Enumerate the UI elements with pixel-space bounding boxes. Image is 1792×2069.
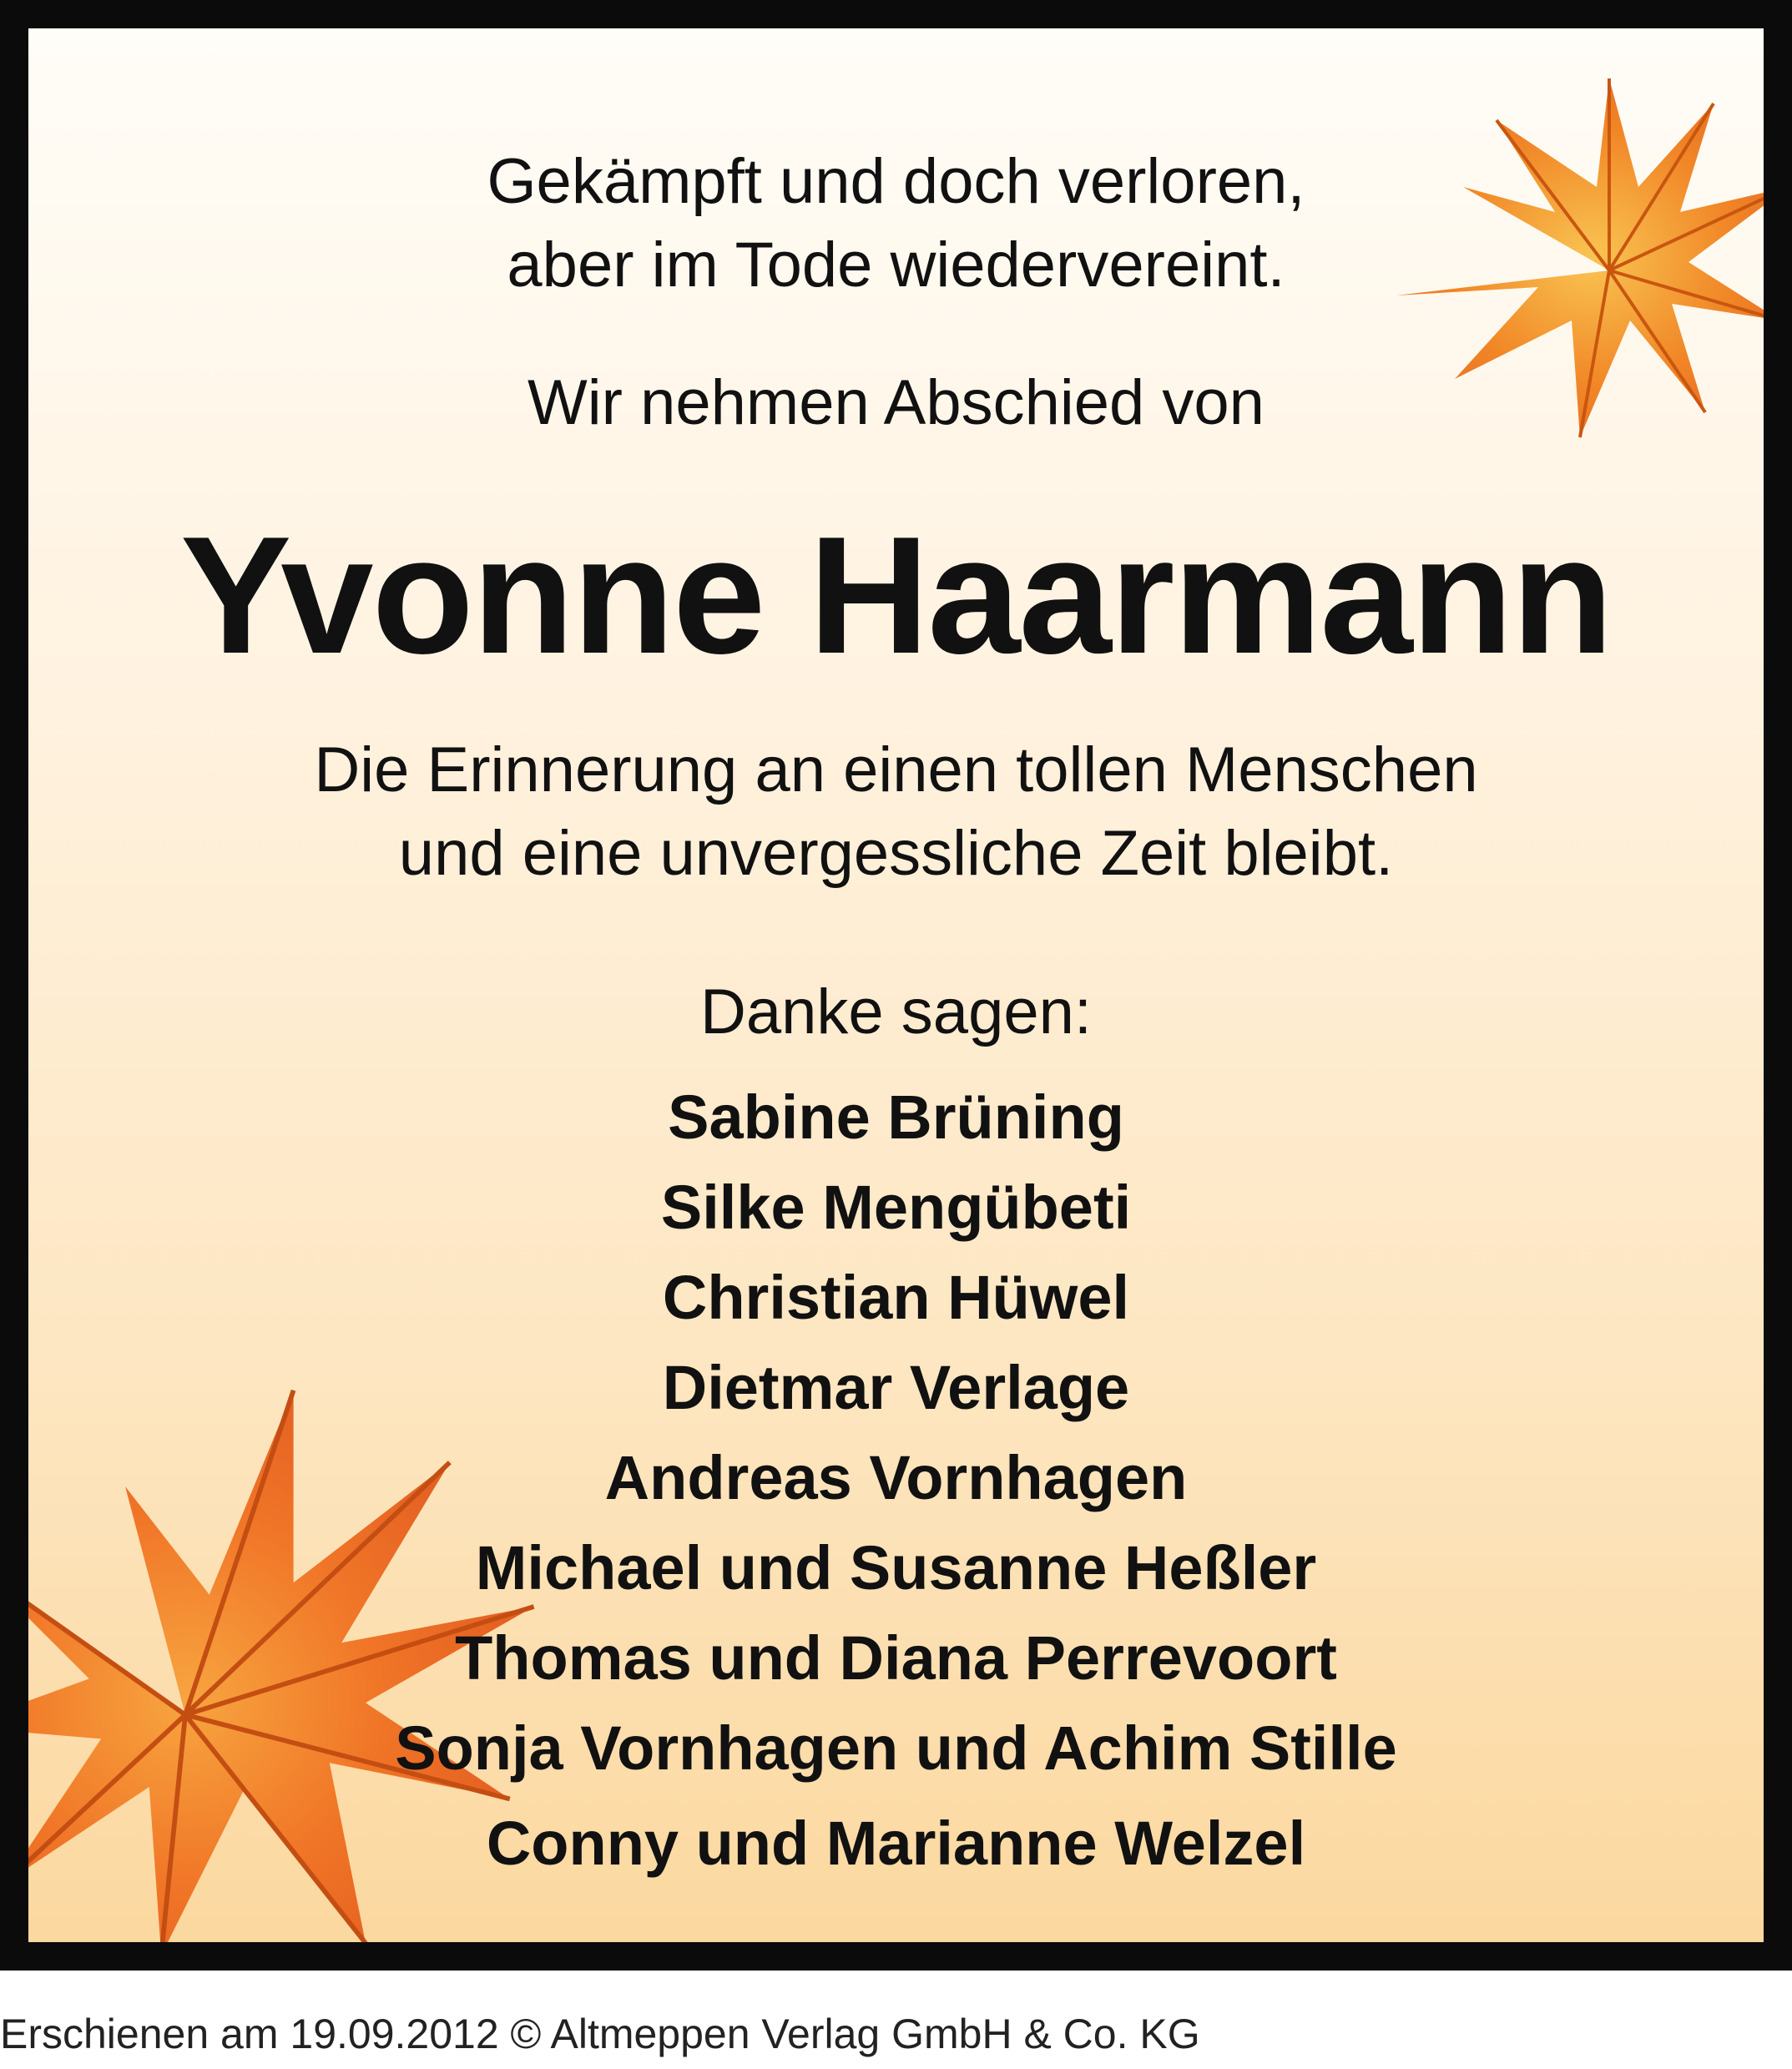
obituary-content	[28, 28, 1764, 1942]
mourner-name: Sabine Brüning	[668, 1082, 1124, 1152]
mourner-name: Thomas und Diana Perrevoort	[455, 1623, 1337, 1693]
memory-line-2: und eine unvergessliche Zeit bleibt.	[398, 818, 1394, 889]
memory-line-1: Die Erinnerung an einen tollen Menschen	[314, 734, 1478, 805]
mourner-name: Conny und Marianne Welzel	[486, 1809, 1306, 1878]
farewell-intro: Wir nehmen Abschied von	[528, 367, 1264, 438]
publication-footer: Erschienen am 19.09.2012 © Altmeppen Verlag GmbH & Co. KG	[0, 2011, 1200, 2057]
verse-line-2: aber im Tode wiedervereint.	[507, 230, 1285, 300]
mourner-name: Dietmar Verlage	[662, 1353, 1130, 1422]
mourner-name: Silke Mengübeti	[660, 1173, 1132, 1242]
thanks-heading: Danke sagen:	[700, 976, 1092, 1047]
mourner-name: Christian Hüwel	[662, 1263, 1130, 1332]
mourner-name: Sonja Vornhagen und Achim Stille	[395, 1713, 1397, 1783]
verse-line-1: Gekämpft und doch verloren,	[487, 146, 1305, 217]
deceased-name: Yvonne Haarmann	[179, 502, 1613, 689]
mourner-name: Michael und Susanne Heßler	[475, 1533, 1317, 1602]
mourner-name: Andreas Vornhagen	[604, 1443, 1188, 1512]
